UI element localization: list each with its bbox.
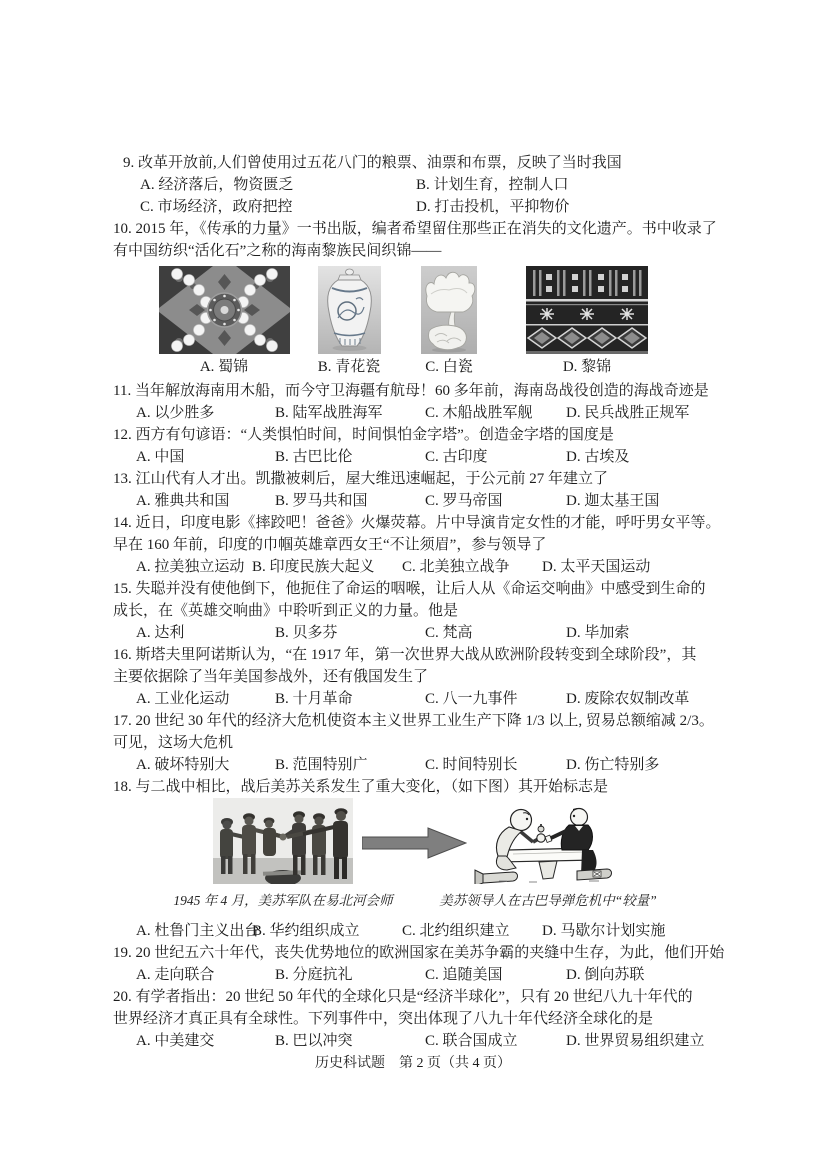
option-19-d: D. 倒向苏联 — [566, 967, 645, 983]
option-17-d: D. 伤亡特别多 — [566, 757, 660, 773]
option-20-d: D. 世界贸易组织建立 — [566, 1033, 705, 1049]
blue-white-porcelain-image — [318, 266, 381, 354]
question-20-text-line1: 20. 有学者指出：20 世纪 50 年代的全球化只是“经济半球化”，只有 20 世纪八九十年代的 — [113, 989, 693, 1005]
question-11-options — [113, 402, 714, 424]
option-13-a: A. 雅典共和国 — [136, 493, 230, 509]
option-11-d: D. 民兵战胜正规军 — [566, 405, 690, 421]
left-image-caption: 1945 年 4 月，美苏军队在易北河会师 — [173, 893, 393, 908]
question-9-options-row1 — [113, 174, 714, 196]
right-image-caption: 美苏领导人在古巴导弹危机中“较量” — [439, 893, 657, 908]
exam-content — [113, 152, 725, 1052]
option-14-a: A. 拉美独立运动 — [136, 559, 245, 575]
question-14-options — [113, 556, 714, 578]
li-brocade-image — [526, 266, 648, 354]
question-10-figure-row — [113, 262, 714, 380]
white-porcelain-image — [421, 266, 477, 354]
option-9-d: D. 打击投机，平抑物价 — [416, 199, 570, 215]
question-17-options — [113, 754, 714, 776]
elbe-meeting-photo — [213, 798, 353, 891]
option-14-d: D. 太平天国运动 — [542, 559, 651, 575]
figure-label-c: C. 白瓷 — [425, 359, 473, 375]
question-13-options — [113, 490, 714, 512]
option-17-b: B. 范围特别广 — [275, 757, 368, 773]
option-13-b: B. 罗马共和国 — [275, 493, 368, 509]
option-16-c: C. 八一九事件 — [425, 691, 518, 707]
shu-brocade-image — [159, 266, 290, 354]
option-12-c: C. 古印度 — [425, 449, 488, 465]
question-15-text-line1: 15. 失聪并没有使他倒下，他扼住了命运的咽喉，让后人从《命运交响曲》中感受到生命的 — [113, 581, 706, 597]
question-9-options-row2 — [113, 196, 714, 218]
arm-wrestling-cartoon — [469, 798, 619, 891]
option-18-d: D. 马歇尔计划实施 — [542, 923, 666, 939]
question-14-text-line2: 早在 160 年前，印度的巾帼英雄章西女王“不让须眉”，参与领导了 — [113, 537, 547, 553]
question-19-text: 19. 20 世纪五六十年代，丧失优势地位的欧洲国家在美苏争霸的夹缝中生存，为此，他们开始 — [113, 945, 725, 961]
question-17-text-line2: 可见，这场大危机 — [113, 735, 234, 751]
option-16-d: D. 废除农奴制改革 — [566, 691, 690, 707]
page-footer: 历史科试题 第 2 页（共 4 页） — [315, 1056, 511, 1071]
question-16-text-line1: 16. 斯塔夫里阿诺斯认为，“在 1917 年，第一次世界大战从欧洲阶段转变到全球阶段”，其 — [113, 647, 697, 663]
question-13-text: 13. 江山代有人才出。凯撒被刺后，屋大维迅速崛起，于公元前 27 年建立了 — [113, 471, 609, 487]
question-18-figure-row — [113, 798, 714, 920]
question-19-options — [113, 964, 714, 986]
question-12-options — [113, 446, 714, 468]
option-13-c: C. 罗马帝国 — [425, 493, 503, 509]
figure-label-d: D. 黎锦 — [562, 359, 612, 375]
question-15-options — [113, 622, 714, 644]
question-16-options — [113, 688, 714, 710]
question-20-text-line2: 世界经济才真正具有全球性。下列事件中，突出体现了八九十年代经济全球化的是 — [113, 1011, 654, 1027]
option-13-d: D. 迦太基王国 — [566, 493, 660, 509]
option-18-c: C. 北约组织建立 — [402, 923, 510, 939]
option-12-a: A. 中国 — [136, 449, 185, 465]
question-9-text: 9. 改革开放前,人们曾使用过五花八门的粮票、油票和布票，反映了当时我国 — [123, 155, 622, 171]
option-19-a: A. 走向联合 — [136, 967, 215, 983]
option-20-c: C. 联合国成立 — [425, 1033, 518, 1049]
option-11-a: A. 以少胜多 — [136, 405, 215, 421]
figure-label-b: B. 青花瓷 — [317, 359, 381, 375]
question-10-text-line1: 10. 2015 年，《传承的力量》一书出版，编者希望留住那些正在消失的文化遗产。书中收录了 — [113, 221, 717, 237]
question-18-text: 18. 与二战中相比，战后美苏关系发生了重大变化，（如下图）其开始标志是 — [113, 779, 609, 795]
option-17-a: A. 破坏特别大 — [136, 757, 230, 773]
option-12-d: D. 古埃及 — [566, 449, 630, 465]
option-16-b: B. 十月革命 — [275, 691, 353, 707]
figure-label-a: A. 蜀锦 — [199, 359, 249, 375]
option-14-b: B. 印度民族大起义 — [252, 559, 375, 575]
option-17-c: C. 时间特别长 — [425, 757, 518, 773]
option-9-b: B. 计划生育，控制人口 — [416, 177, 569, 193]
question-10-text-line2: 有中国纺织“活化石”之称的海南黎族民间织锦—— — [113, 243, 442, 259]
option-9-c: C. 市场经济，政府把控 — [140, 199, 293, 215]
option-19-c: C. 追随美国 — [425, 967, 503, 983]
question-14-text-line1: 14. 近日，印度电影《摔跤吧！爸爸》火爆荧幕。片中导演肯定女性的才能，呼吁男女平等。 — [113, 515, 721, 531]
option-11-c: C. 木船战胜军舰 — [425, 405, 533, 421]
option-20-a: A. 中美建交 — [136, 1033, 215, 1049]
question-12-text: 12. 西方有句谚语：“人类惧怕时间，时间惧怕金字塔”。创造金字塔的国度是 — [113, 427, 614, 443]
option-15-d: D. 毕加索 — [566, 625, 630, 641]
question-16-text-line2: 主要依据除了当年美国参战外，还有俄国发生了 — [113, 669, 429, 685]
question-11-text: 11. 当年解放海南用木船，而今守卫海疆有航母！60 多年前，海南岛战役创造的海战奇迹是 — [113, 383, 709, 399]
option-18-b: B. 华约组织成立 — [252, 923, 360, 939]
option-9-a: A. 经济落后，物资匮乏 — [140, 177, 294, 193]
question-15-text-line2: 成长，在《英雄交响曲》中聆听到正义的力量。他是 — [113, 603, 459, 619]
right-arrow-icon — [362, 826, 467, 867]
option-20-b: B. 巴以冲突 — [275, 1033, 353, 1049]
option-19-b: B. 分庭抗礼 — [275, 967, 353, 983]
option-11-b: B. 陆军战胜海军 — [275, 405, 383, 421]
option-14-c: C. 北美独立战争 — [402, 559, 510, 575]
option-15-c: C. 梵高 — [425, 625, 473, 641]
option-12-b: B. 古巴比伦 — [275, 449, 353, 465]
question-20-options — [113, 1030, 714, 1052]
question-18-options — [113, 920, 714, 942]
question-17-text-line1: 17. 20 世纪 30 年代的经济大危机使资本主义世界工业生产下降 1/3 以上, 贸易总额缩减 2/3。 — [113, 713, 714, 729]
option-15-b: B. 贝多芬 — [275, 625, 338, 641]
option-16-a: A. 工业化运动 — [136, 691, 230, 707]
option-18-a: A. 杜鲁门主义出台 — [136, 923, 260, 939]
option-15-a: A. 达利 — [136, 625, 185, 641]
